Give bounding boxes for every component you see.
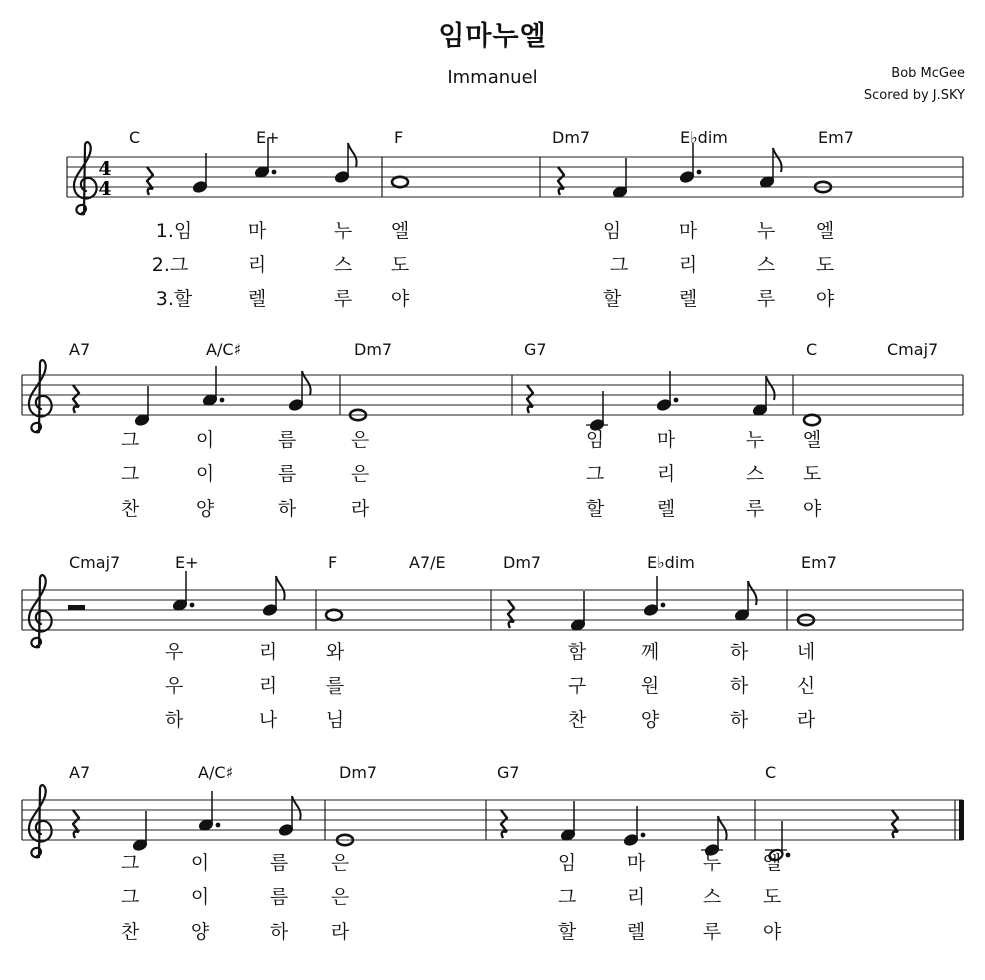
lyric-syllable: 그 [120, 463, 140, 485]
lyric-syllable: 찬 [567, 709, 587, 731]
lyric-syllable: 하 [729, 675, 749, 697]
lyric-syllable: 스 [333, 254, 353, 276]
lyric-syllable: 원 [640, 675, 660, 697]
chord-symbol: E♭dim [647, 553, 695, 572]
lyric-syllable: 그 [585, 463, 605, 485]
lyric-syllable: 를 [325, 675, 345, 697]
lyric-syllable: 름 [269, 852, 289, 874]
quarter-rest-icon [508, 600, 514, 628]
lyric-syllable: 우 [164, 675, 184, 697]
dot-icon [216, 823, 221, 828]
treble-clef-icon [29, 360, 52, 432]
lyric-syllable: 스 [756, 254, 776, 276]
lyric-syllable: 네 [796, 641, 816, 663]
chord-symbol: Em7 [801, 553, 837, 572]
lyric-syllable: 찬 [120, 921, 140, 943]
lyric-syllable: 도 [390, 254, 410, 276]
lyric-syllable: 임 [557, 852, 577, 874]
lyric-syllable: 누 [702, 852, 722, 874]
chord-symbol: A7 [69, 340, 91, 359]
lyric-syllable: 은 [330, 886, 350, 908]
chord-symbol: C [806, 340, 818, 359]
staff-system [22, 360, 963, 432]
lyric-syllable: 3.할 [155, 288, 193, 310]
lyric-syllable: 이 [190, 852, 210, 874]
lyric-syllable: 하 [269, 921, 289, 943]
lyric-syllable: 와 [325, 641, 345, 663]
dot-icon [697, 170, 702, 175]
dot-icon [220, 398, 225, 403]
lyric-syllable: 님 [325, 709, 345, 731]
dot-icon [674, 398, 679, 403]
staff-system [22, 785, 964, 862]
treble-clef-icon [29, 785, 52, 857]
chord-symbol: Cmaj7 [69, 553, 121, 572]
lyric-syllable: 스 [702, 886, 722, 908]
lyric-syllable: 할 [585, 498, 605, 520]
chord-symbol: F [394, 128, 404, 147]
chord-symbol: A7/E [409, 553, 446, 572]
dot-icon [272, 170, 277, 175]
lyric-syllable: 그 [120, 852, 140, 874]
lyric-syllable: 은 [350, 429, 370, 451]
lyric-syllable: 리 [656, 463, 676, 485]
lyric-syllable: 1.임 [155, 220, 193, 242]
lyric-syllable: 할 [557, 921, 577, 943]
lyric-syllable: 리 [258, 641, 278, 663]
chord-symbol: A/C♯ [206, 340, 242, 359]
eighth-flag-icon [348, 143, 357, 167]
lyric-syllable: 리 [626, 886, 646, 908]
chord-symbol: Cmaj7 [887, 340, 939, 359]
lyric-syllable: 하 [164, 709, 184, 731]
lyric-syllable: 라 [350, 498, 370, 520]
lyric-syllable: 함 [567, 641, 587, 663]
lyric-syllable: 야 [815, 288, 835, 310]
lyric-syllable: 엘 [815, 220, 835, 242]
lyric-syllable: 찬 [120, 498, 140, 520]
lyric-syllable: 임 [602, 220, 622, 242]
lyric-syllable: 이 [195, 463, 215, 485]
quarter-rest-icon [892, 810, 898, 838]
lyric-syllable: 하 [729, 641, 749, 663]
composer-credit: Bob McGee [891, 66, 965, 81]
arranger-credit: Scored by J.SKY [863, 88, 965, 103]
lyric-syllable: 그 [557, 886, 577, 908]
lyric-syllable: 엘 [802, 429, 822, 451]
final-barline-thick [959, 800, 964, 840]
lyric-syllable: 양 [195, 498, 215, 520]
lyric-syllable: 스 [745, 463, 765, 485]
staff-system [67, 138, 963, 214]
lyric-syllable: 누 [745, 429, 765, 451]
quarter-rest-icon [527, 385, 533, 413]
lyric-syllable: 께 [640, 641, 660, 663]
lyric-syllable: 그 [609, 254, 629, 276]
lyric-syllable: 름 [277, 463, 297, 485]
lyric-syllable: 누 [333, 220, 353, 242]
lyric-syllable: 마 [247, 220, 267, 242]
lyric-syllable: 마 [678, 220, 698, 242]
quarter-rest-icon [501, 810, 507, 838]
whole-note-icon [804, 415, 820, 425]
lyric-syllable: 할 [602, 288, 622, 310]
lyric-syllable: 렐 [626, 921, 646, 943]
lyric-syllable: 름 [277, 429, 297, 451]
lyric-syllable: 리 [258, 675, 278, 697]
lyric-syllable: 은 [330, 852, 350, 874]
dot-icon [190, 603, 195, 608]
half-rest-icon [68, 605, 85, 610]
quarter-rest-icon [147, 167, 153, 195]
lyric-syllable: 양 [190, 921, 210, 943]
lyric-syllable: 라 [796, 709, 816, 731]
staff-system [22, 571, 963, 647]
lyric-syllable: 은 [350, 463, 370, 485]
chord-symbol: A7 [69, 763, 91, 782]
lyric-syllable: 임 [585, 429, 605, 451]
lyric-syllable: 그 [120, 886, 140, 908]
chord-symbol: Dm7 [339, 763, 378, 782]
dot-icon [786, 853, 791, 858]
chord-symbol: A/C♯ [198, 763, 234, 782]
time-signature-top: 4 [98, 158, 112, 180]
whole-note-icon [326, 610, 342, 620]
lyric-syllable: 도 [762, 886, 782, 908]
lyric-syllable: 그 [120, 429, 140, 451]
lyric-syllable: 루 [333, 288, 353, 310]
chord-symbol: E+ [175, 553, 199, 572]
chord-symbol: G7 [524, 340, 547, 359]
chord-symbol: Em7 [818, 128, 854, 147]
lyric-syllable: 루 [702, 921, 722, 943]
quarter-rest-icon [73, 385, 79, 413]
lyric-syllable: 도 [802, 463, 822, 485]
chord-symbol: F [328, 553, 338, 572]
lyric-syllable: 야 [802, 498, 822, 520]
lyric-syllable: 렐 [656, 498, 676, 520]
lyric-syllable: 렐 [247, 288, 267, 310]
lyric-syllable: 야 [390, 288, 410, 310]
lyric-syllable: 도 [815, 254, 835, 276]
lyric-syllable: 루 [756, 288, 776, 310]
quarter-rest-icon [73, 810, 79, 838]
lyric-syllable: 야 [762, 921, 782, 943]
chord-symbol: C [129, 128, 141, 147]
chord-symbol: C [765, 763, 777, 782]
lyric-syllable: 이 [195, 429, 215, 451]
eighth-flag-icon [773, 148, 782, 172]
lyric-syllable: 렐 [678, 288, 698, 310]
chord-symbol: G7 [497, 763, 520, 782]
lyric-syllable: 마 [656, 429, 676, 451]
whole-note-icon [392, 177, 408, 187]
chord-symbol: Dm7 [354, 340, 393, 359]
lyric-syllable: 구 [567, 675, 587, 697]
lyric-syllable: 양 [640, 709, 660, 731]
treble-clef-icon [29, 575, 52, 647]
lyric-syllable: 하 [277, 498, 297, 520]
quarter-rest-icon [558, 167, 564, 195]
eighth-flag-icon [766, 376, 775, 400]
eighth-flag-icon [276, 576, 285, 600]
chord-symbol: E♭dim [680, 128, 728, 147]
lyric-syllable: 하 [729, 709, 749, 731]
eighth-flag-icon [748, 581, 757, 605]
chord-symbol: E+ [256, 128, 280, 147]
lyric-syllable: 나 [258, 709, 278, 731]
lyric-syllable: 엘 [762, 852, 782, 874]
lyric-syllable: 루 [745, 498, 765, 520]
song-title: 임마누엘 [438, 21, 547, 52]
lyric-syllable: 마 [626, 852, 646, 874]
lyric-syllable: 라 [330, 921, 350, 943]
lyric-syllable: 누 [756, 220, 776, 242]
chord-symbol: Dm7 [503, 553, 542, 572]
lyric-syllable: 리 [678, 254, 698, 276]
lyric-syllable: 신 [796, 675, 816, 697]
song-subtitle: Immanuel [447, 67, 538, 88]
treble-clef-icon [74, 142, 97, 214]
lyric-syllable: 2.그 [151, 254, 189, 276]
dot-icon [661, 603, 666, 608]
lyric-syllable: 엘 [390, 220, 410, 242]
dot-icon [641, 833, 646, 838]
time-signature-bottom: 4 [98, 178, 112, 200]
lyric-syllable: 리 [247, 254, 267, 276]
lyric-syllable: 름 [269, 886, 289, 908]
chord-symbol: Dm7 [552, 128, 591, 147]
lyric-syllable: 우 [164, 641, 184, 663]
lyric-syllable: 이 [190, 886, 210, 908]
